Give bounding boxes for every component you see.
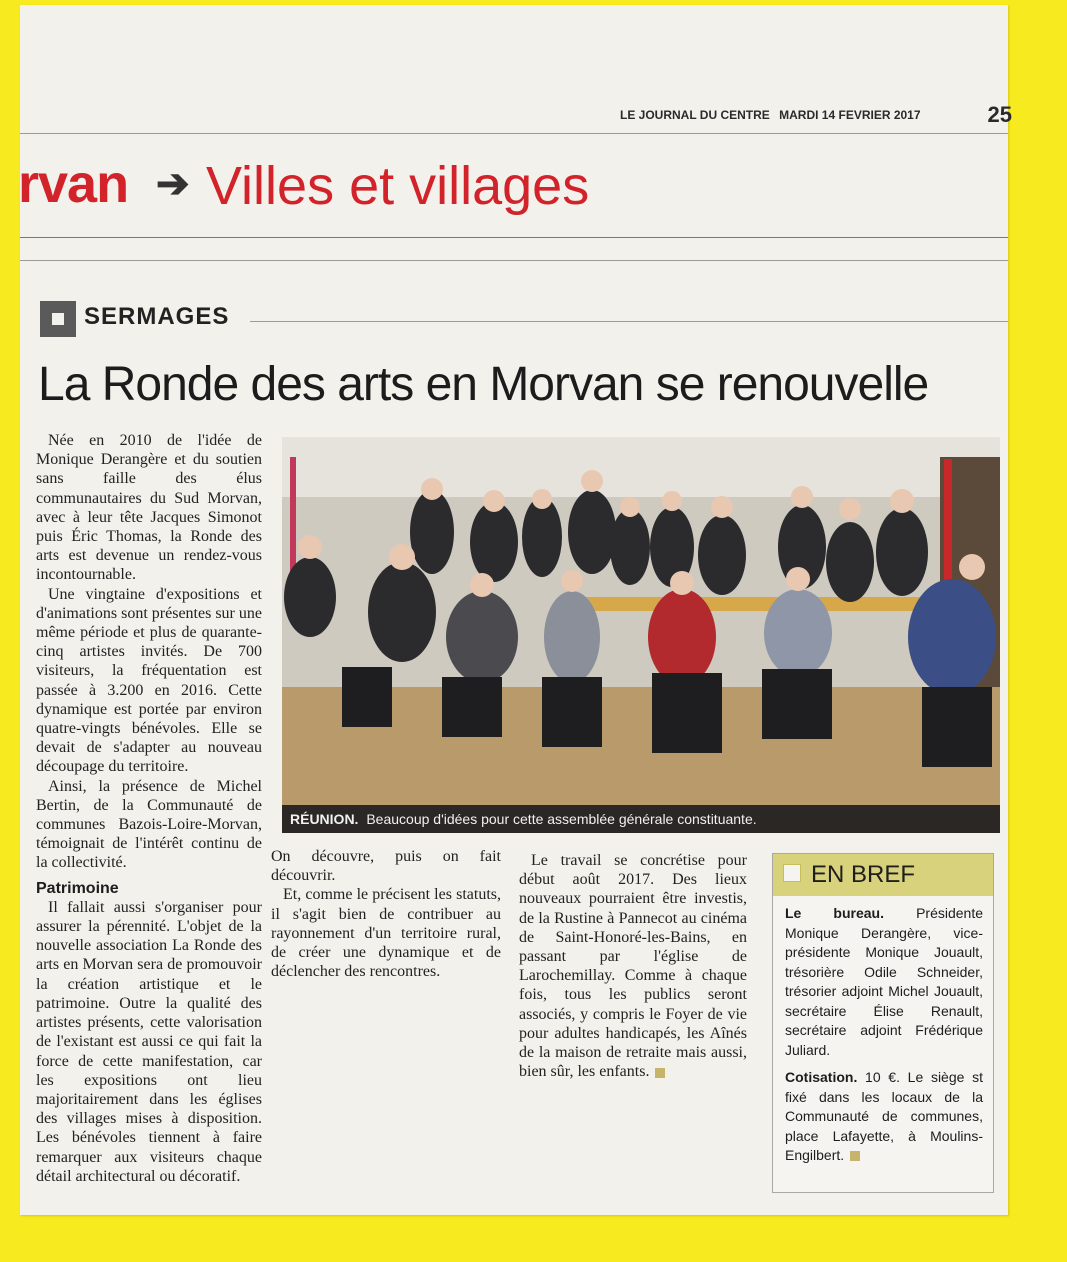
brief-body (773, 896, 993, 1166)
section-rule-2 (20, 260, 1008, 261)
article-column-3 (519, 851, 747, 1081)
article-paragraph-text: Le travail se concrétise pour début août 2017. Des lieux nouveaux pourraient être investis, de la Rustine à Pannecot au cinéma de Saint-Honoré-les-Bains, en passant par l'église de Larochemillay. Comme à chaque fois, tous les publics seront associés, y compris le Foyer de vie pour adultes handicapés, les Aînés de la maison de retraite mais aussi, bien sûr, les enfants. (519, 852, 747, 1081)
brief-item-label: Cotisation. (785, 1069, 858, 1085)
section-title: Villes et villages (206, 156, 590, 216)
brief-heading: EN BREF (811, 861, 916, 888)
section-rule (20, 237, 1008, 238)
brief-header (773, 854, 993, 896)
photo-caption (282, 805, 1000, 833)
issue-date: MARDI 14 FEVRIER 2017 (779, 108, 921, 122)
end-of-article-icon (850, 1151, 860, 1161)
brief-item (785, 904, 983, 1060)
end-of-article-icon (655, 1068, 665, 1078)
newspaper-clipping (18, 5, 1012, 1215)
article-paragraph: Et, comme le précisent les statuts, il s'agit bien de contribuer au rayonnement d'un territoire rural, de créer une dynamique et de déclencher des rencontres. (271, 886, 501, 981)
article-headline: La Ronde des arts en Morvan se renouvelle (38, 358, 929, 411)
caption-text: Beaucoup d'idées pour cette assemblée générale constituante. (366, 811, 757, 827)
article-paragraph (519, 851, 747, 1081)
article-paragraph: Il fallait aussi s'organiser pour assurer la pérennité. L'objet de la nouvelle association La Ronde des arts en Morvan sera de promouvoir la création artistique et le patrimoine. Outre la qualité des artistes présents, cette valorisation de l'existant est aussi ce qui fait la force de cette manifestation, car les expositions ont lieu majoritairement dans les églises des villages mises à disposition. Les bénévoles tiennent à faire remarquer aux visiteurs chaque détail architectural ou décoratif. (36, 898, 262, 1185)
article-paragraph: Ainsi, la présence de Michel Bertin, de la Communauté de communes Bazois-Loire-Morvan, témoignait de l'intérêt continu de la collectivité. (36, 777, 262, 872)
group-photo-illustration (282, 437, 1000, 833)
brief-item-label: Le bureau. (785, 905, 884, 921)
newspaper-name: LE JOURNAL DU CENTRE (620, 108, 770, 122)
square-bullet-icon (783, 864, 801, 882)
brief-item (785, 1068, 983, 1166)
section-region: rvan (18, 154, 129, 214)
article-paragraph: Née en 2010 de l'idée de Monique Derangère et du soutien sans faille des élus communautaires du Sud Morvan, avec à leur tête Jacques Simonot puis Éric Thomas, la Ronde des arts est devenue un rendez-vous incontournable. (36, 432, 262, 584)
place-rule (250, 321, 1008, 322)
article-column-1 (36, 431, 262, 1186)
place-name: SERMAGES (84, 303, 230, 330)
caption-label: RÉUNION. (290, 811, 359, 827)
article-column-2 (271, 847, 501, 981)
article-subhead: Patrimoine (36, 879, 119, 897)
square-bullet-icon (40, 301, 76, 337)
article-photo (282, 437, 1000, 833)
brief-item-text: Présidente Monique Derangère, vice-présidente Monique Jouault, trésorière Odile Schneider, trésorier adjoint Michel Jouault, secrétaire Élise Renault, secrétaire adjoint Frédérique Juliard. (785, 905, 983, 1058)
masthead (620, 102, 1012, 134)
arrow-right-icon: ➔ (156, 162, 190, 206)
article-paragraph: Une vingtaine d'expositions et d'animations sont présentes sur une même période et plus de quarante-cinq artistes invités. De 700 visiteurs, la fréquentation est passée à 3.200 en 2016. Cette dynamique est portée par environ quatre-vingts bénévoles. Elle se devait de s'adapter au nouveau découpage du territoire. (36, 585, 262, 776)
page-number: 25 (987, 102, 1012, 127)
brief-item-text: 10 €. Le siège st fixé dans les locaux de la Communauté de communes, place Lafayette, à Moulins-Engilbert. (785, 1069, 983, 1163)
article-paragraph-continued: On découvre, puis on fait découvrir. (271, 848, 501, 885)
brief-box (772, 853, 994, 1193)
section-header (20, 143, 1008, 239)
